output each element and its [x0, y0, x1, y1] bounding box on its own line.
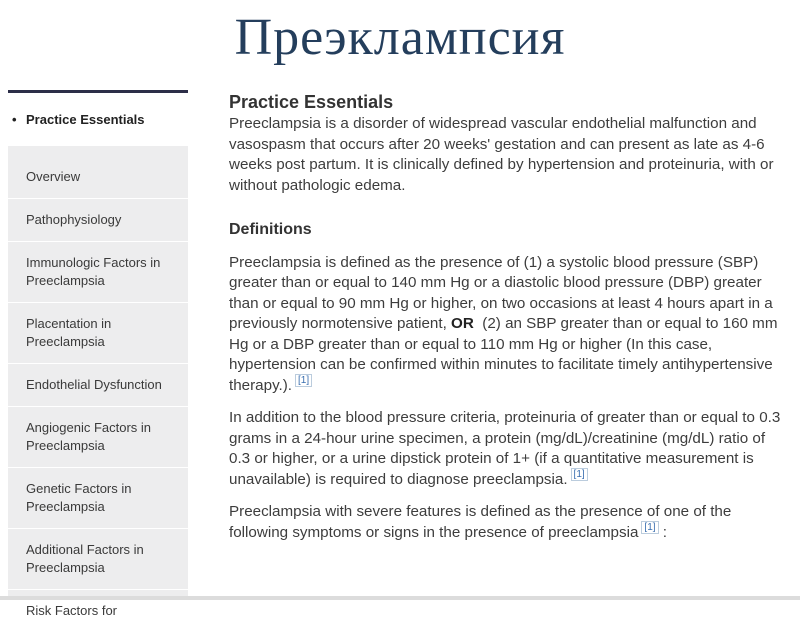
sidebar-item-risk-factors[interactable]: Risk Factors for: [8, 590, 188, 633]
definition-1-text-a: Preeclampsia is defined as the presence of (1) a systolic blood pressure (SBP) greater than or equal to 140 mm Hg or a diastolic blood pressure (DBP) greater than or equal to 90 mm Hg or higher, on two occasions at least 4 hours apart in a previously normotensive patient,: [229, 253, 773, 332]
sidebar-item-practice-essentials[interactable]: • Practice Essentials: [8, 93, 188, 146]
definition-paragraph-2: [229, 408, 789, 490]
definition-1-text-b: (2) an SBP greater than or equal to 160 mm Hg or a DBP greater than or equal to 110 mm Hg or higher (In this case, hypertension can be confirmed within minutes to facilitate timely antihypertensive therapy.).: [229, 315, 778, 394]
definition-3-text: Preeclampsia with severe features is defined as the presence of one of the following symptoms or signs in the presence of preeclampsia: [229, 503, 732, 541]
sidebar-nav: [8, 90, 188, 618]
definition-2-text: In addition to the blood pressure criteria, proteinuria of greater than or equal to 0.3 grams in a 24-hour urine specimen, a protein (mg/dL)/creatinine (mg/dL) ratio of 0.3 or higher, or a urine dipstick protein of 1+ (if a quantitative measurement is unavailable) is required to diagnose preeclampsia.: [229, 409, 781, 488]
sidebar-item-overview[interactable]: Overview: [8, 146, 188, 199]
definitions-heading: Definitions: [229, 221, 312, 238]
definition-3-tail: :: [662, 523, 668, 541]
section-heading: Practice Essentials: [229, 92, 394, 112]
slide-title: Преэклампсия: [234, 9, 566, 66]
reference-link-3[interactable]: [1]: [641, 521, 658, 534]
article-content: [229, 90, 789, 555]
intro-paragraph: Preeclampsia is a disorder of widespread vascular endothelial malfunction and vasospasm that occurs after 20 weeks' gestation and can present as late as 4-6 weeks post partum. It is clinically defined by hypertension and proteinuria, with or without pathologic edema.: [229, 115, 774, 194]
sidebar-item-endothelial-dysfunction[interactable]: Endothelial Dysfunction: [8, 364, 188, 407]
sidebar-item-placentation[interactable]: Placentation in Preeclampsia: [8, 303, 188, 364]
reference-link-1[interactable]: [1]: [295, 374, 312, 387]
definition-paragraph-3: [229, 502, 789, 543]
sidebar-item-immunologic-factors[interactable]: Immunologic Factors in Preeclampsia: [8, 242, 188, 303]
reference-link-2[interactable]: [1]: [571, 468, 588, 481]
sidebar-item-angiogenic-factors[interactable]: Angiogenic Factors in Preeclampsia: [8, 407, 188, 468]
sidebar-item-additional-factors[interactable]: Additional Factors in Preeclampsia: [8, 529, 188, 590]
sidebar-item-pathophysiology[interactable]: Pathophysiology: [8, 199, 188, 242]
bottom-divider: [0, 596, 800, 600]
sidebar-item-genetic-factors[interactable]: Genetic Factors in Preeclampsia: [8, 468, 188, 529]
definition-paragraph-1: [229, 253, 789, 397]
or-emphasis: OR: [451, 315, 474, 332]
